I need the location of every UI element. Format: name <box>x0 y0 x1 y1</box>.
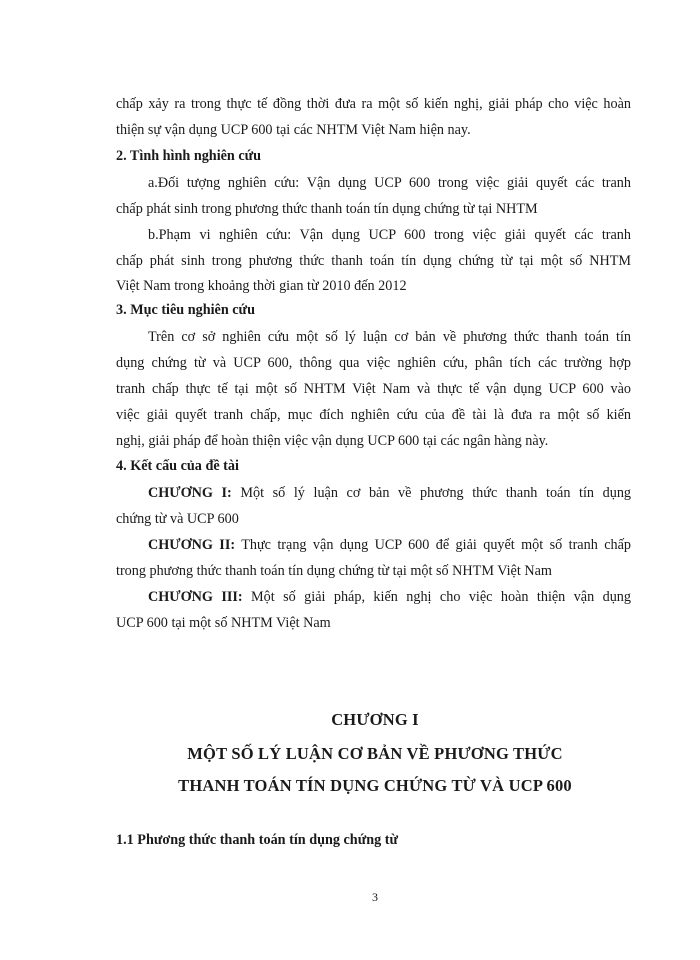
section-3-line-5: nghị, giải pháp để hoàn thiện việc vận dụng UCP 600 tại các ngân hàng này. <box>116 433 549 449</box>
chapter-2-summary-line-1 <box>148 536 631 554</box>
chapter-title-line-2: THANH TOÁN TÍN DỤNG CHỨNG TỪ VÀ UCP 600 <box>178 776 572 795</box>
intro-line-1: chấp xảy ra trong thực tế đồng thời đưa ra một số kiến nghị, giải pháp cho việc hoàn <box>116 96 631 112</box>
section-3-line-1: Trên cơ sở nghiên cứu một số lý luận cơ bản về phương thức thanh toán tín <box>148 329 631 345</box>
chapter-2-summary-line-2: trong phương thức thanh toán tín dụng chứng từ tại một số NHTM Việt Nam <box>116 563 552 579</box>
section-2b-line-3: Việt Nam trong khoảng thời gian từ 2010 đến 2012 <box>116 278 407 294</box>
chapter-3-label: CHƯƠNG III: <box>148 589 243 605</box>
chapter-2-label: CHƯƠNG II: <box>148 537 236 553</box>
section-3-heading: 3. Mục tiêu nghiên cứu <box>116 302 255 318</box>
chapter-2-text: Thực trạng vận dụng UCP 600 để giải quyết một số tranh chấp <box>241 537 631 553</box>
chapter-3-summary-line-2: UCP 600 tại một số NHTM Việt Nam <box>116 615 331 631</box>
chapter-title-line-1: MỘT SỐ LÝ LUẬN CƠ BẢN VỀ PHƯƠNG THỨC <box>187 744 563 763</box>
chapter-1-summary-line-1 <box>148 484 631 502</box>
section-2b-line-1: b.Phạm vi nghiên cứu: Vận dụng UCP 600 trong việc giải quyết các tranh <box>148 227 631 243</box>
chapter-1-label: CHƯƠNG I: <box>148 485 232 501</box>
section-3-line-4: việc giải quyết tranh chấp, mục đích nghiên cứu của đề tài là đưa ra một số kiến <box>116 407 631 423</box>
section-3-line-3: tranh chấp thực tế tại một số NHTM Việt Nam và thực tế vận dụng UCP 600 vào <box>116 381 631 397</box>
page-number: 3 <box>372 890 378 904</box>
intro-line-2: thiện sự vận dụng UCP 600 tại các NHTM Việt Nam hiện nay. <box>116 122 471 138</box>
section-2a-line-2: chấp phát sinh trong phương thức thanh toán tín dụng chứng từ tại NHTM <box>116 201 538 217</box>
subsection-1-1-heading: 1.1 Phương thức thanh toán tín dụng chứng từ <box>116 832 398 848</box>
section-3-line-2: dụng chứng từ và UCP 600, thông qua việc nghiên cứu, phân tích các trường hợp <box>116 355 631 371</box>
section-2-heading: 2. Tình hình nghiên cứu <box>116 148 262 164</box>
section-2a-line-1: a.Đối tượng nghiên cứu: Vận dụng UCP 600 trong việc giải quyết các tranh <box>148 175 631 191</box>
chapter-3-summary-line-1 <box>148 588 631 606</box>
section-4-heading: 4. Kết cấu của đề tài <box>116 458 239 474</box>
chapter-1-summary-line-2: chứng từ và UCP 600 <box>116 511 239 527</box>
chapter-number: CHƯƠNG I <box>331 710 419 729</box>
section-2b-line-2: chấp phát sinh trong phương thức thanh toán tín dụng chứng từ tại một số NHTM <box>116 253 631 269</box>
chapter-1-text: Một số lý luận cơ bản về phương thức thanh toán tín dụng <box>240 485 632 501</box>
chapter-3-text: Một số giải pháp, kiến nghị cho việc hoàn thiện vận dụng <box>251 589 631 605</box>
